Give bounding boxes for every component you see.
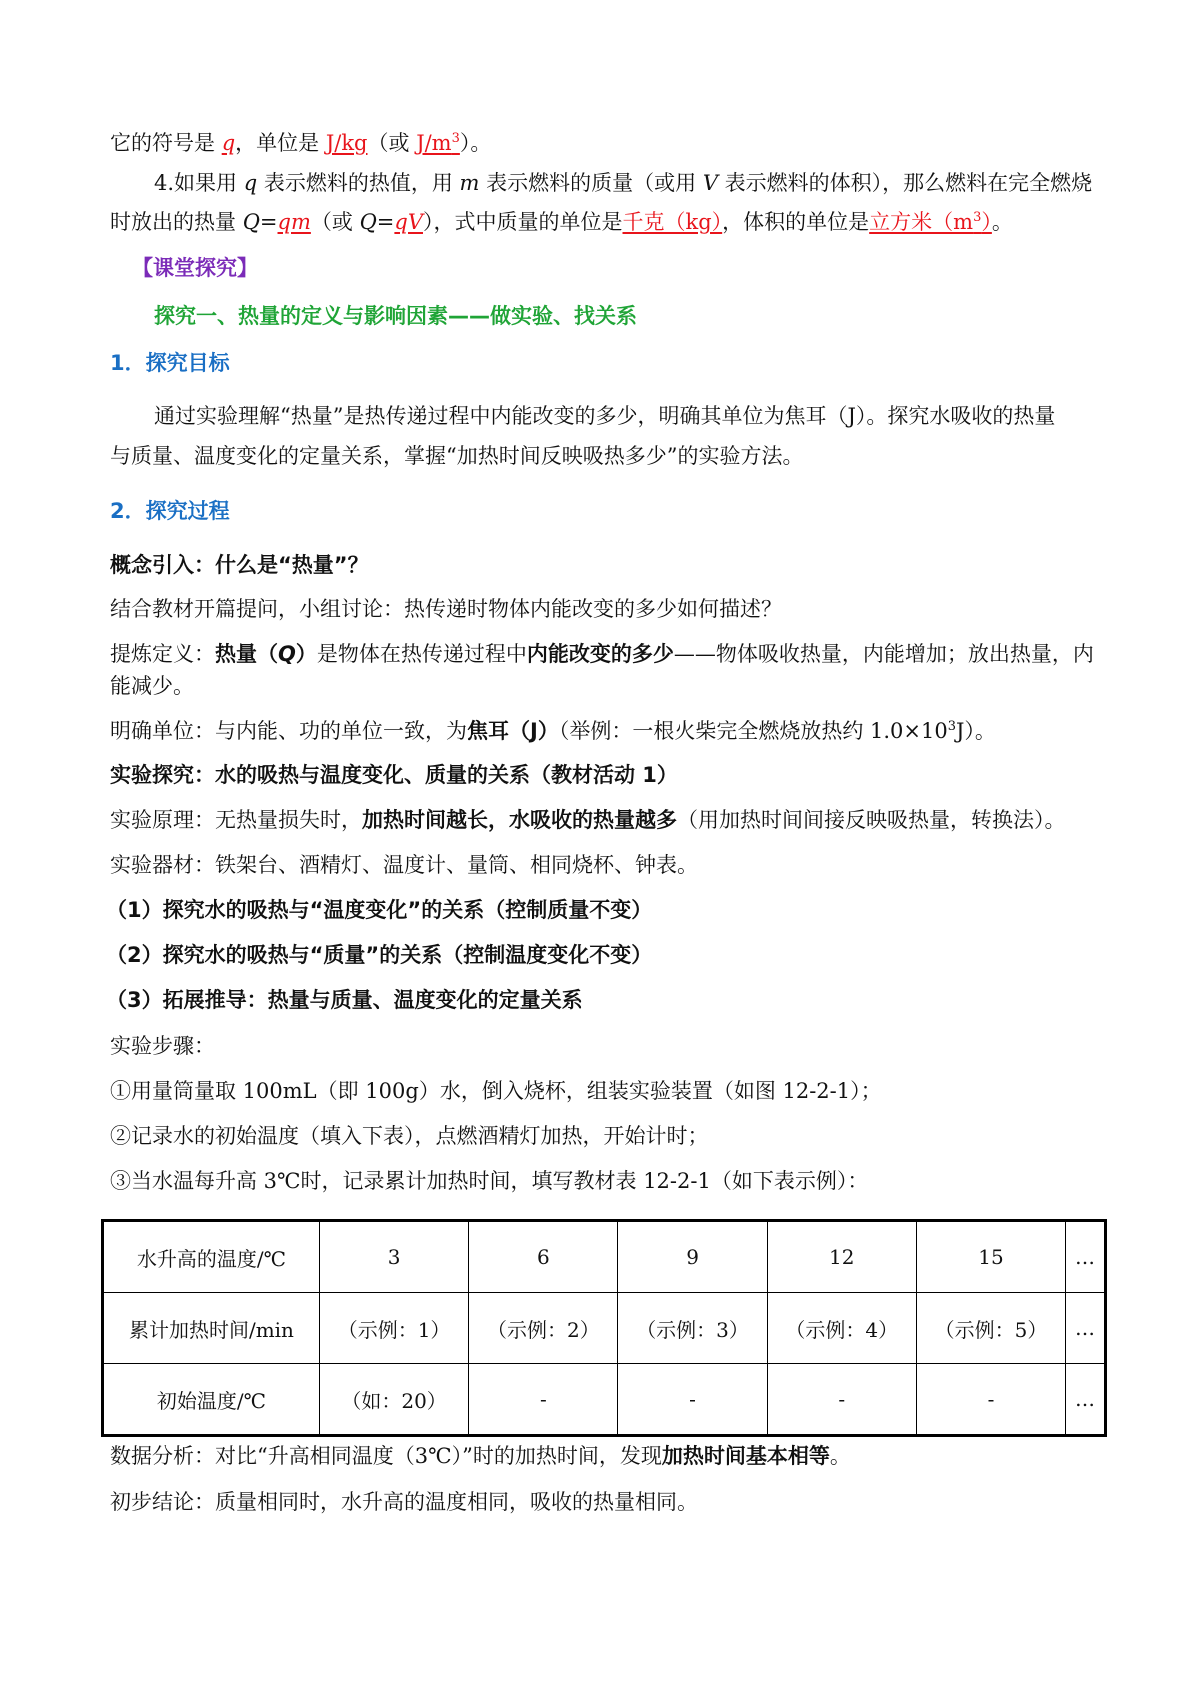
- table-cell: -: [618, 1364, 767, 1436]
- conclusion-line: 初步结论：质量相同时，水升高的温度相同，吸收的热量相同。: [110, 1490, 698, 1514]
- text: 明确单位：与内能、功的单位一致，为: [110, 719, 467, 743]
- unit-text: 立方米（m: [869, 210, 974, 234]
- text: 。: [829, 1444, 851, 1468]
- unit-sup: 3: [973, 210, 982, 225]
- text: 是物体在热传递过程中: [316, 642, 527, 666]
- term-text: 热量（: [215, 642, 278, 666]
- row-header: 累计加热时间/min: [103, 1293, 320, 1364]
- steps-title: 实验步骤：: [110, 1034, 215, 1058]
- term-heat: [215, 642, 317, 666]
- table-cell-ellipsis: …: [1066, 1221, 1106, 1293]
- step-1: ①用量筒量取 100mL（即 100g）水，倒入烧杯，组装实验装置（如图 12-2-1）；: [110, 1079, 882, 1103]
- table-cell: （示例：3）: [618, 1293, 767, 1364]
- text: （或: [310, 210, 360, 234]
- row-header: 水升高的温度/℃: [103, 1221, 320, 1293]
- analysis-line: [110, 1441, 1100, 1471]
- step-3: ③当水温每升高 3℃时，记录累计加热时间，填写教材表 12-2-1（如下表示例）：: [110, 1169, 869, 1193]
- key-phrase: 加热时间越长，水吸收的热量越多: [362, 808, 677, 832]
- table-cell: 3: [319, 1221, 468, 1293]
- text: 提炼定义：: [110, 642, 215, 666]
- table-cell: （示例：5）: [916, 1293, 1065, 1364]
- answer-formula-qv: qV: [394, 210, 423, 234]
- key-phrase: 加热时间基本相等: [661, 1444, 830, 1468]
- text: 。: [991, 210, 1013, 234]
- definition-line-cont: 能减少。: [110, 674, 194, 698]
- table-cell: 12: [767, 1221, 916, 1293]
- explore-one-title: 探究一、热量的定义与影响因素——做实验、找关系: [154, 304, 637, 328]
- unit-text: J/m: [416, 131, 452, 155]
- text: =: [259, 210, 278, 234]
- var-m: m: [459, 171, 480, 195]
- text: ，体积的单位是: [722, 210, 870, 234]
- text: 时放出的热量: [110, 210, 243, 234]
- table-cell: （示例：2）: [469, 1293, 618, 1364]
- table-cell: -: [916, 1364, 1065, 1436]
- table-cell: -: [767, 1364, 916, 1436]
- sub-inquiry-3: （3）拓展推导：热量与质量、温度变化的定量关系: [106, 988, 583, 1012]
- step-2: ②记录水的初始温度（填入下表），点燃酒精灯加热，开始计时；: [110, 1124, 709, 1148]
- answer-unit: J/kg: [325, 131, 368, 155]
- text: 4.如果用: [154, 171, 244, 195]
- unit-sup: 3: [451, 131, 460, 146]
- text: （用加热时间间接反映吸热量，转换法）。: [677, 808, 1066, 832]
- sub-inquiry-2: （2）探究水的吸热与“质量”的关系（控制温度变化不变）: [106, 943, 653, 967]
- row-header: 初始温度/℃: [103, 1364, 320, 1436]
- table-cell: 15: [916, 1221, 1065, 1293]
- text: 表示燃料的质量（或用: [479, 171, 703, 195]
- discussion-line: 结合教材开篇提问，小组讨论：热传递时物体内能改变的多少如何描述？: [110, 597, 782, 621]
- table-row: [103, 1293, 1106, 1364]
- table-cell-ellipsis: …: [1066, 1364, 1106, 1436]
- heading-process: 2．探究过程: [110, 499, 230, 523]
- table-cell-ellipsis: …: [1066, 1293, 1106, 1364]
- section-tag: 【课堂探究】: [132, 256, 258, 280]
- text: ——物体吸收热量，内能增加；放出热量，内: [673, 642, 1094, 666]
- heat-formula-line-1: [154, 168, 1144, 198]
- fuel-symbol-line: [110, 128, 1100, 158]
- table-cell: （示例：4）: [767, 1293, 916, 1364]
- equipment-line: 实验器材：铁架台、酒精灯、温度计、量筒、相同烧杯、钟表。: [110, 853, 698, 877]
- concept-title: 概念引入：什么是“热量”？: [110, 553, 369, 577]
- unit-joule: 焦耳（J）: [467, 719, 559, 743]
- text: 数据分析：对比“升高相同温度（3℃）”时的加热时间，发现: [110, 1444, 662, 1468]
- answer-volume-unit: [869, 210, 992, 234]
- var-v: V: [702, 171, 718, 195]
- text: ），式中质量的单位是: [423, 210, 623, 234]
- data-table: [101, 1219, 1107, 1437]
- var-Q: Q: [242, 210, 260, 234]
- var-Q: Q: [359, 210, 377, 234]
- exponent: 3: [947, 719, 956, 734]
- answer-formula-qm: qm: [277, 210, 311, 234]
- goal-paragraph-line1: 通过实验理解“热量”是热传递过程中内能改变的多少，明确其单位为焦耳（J）。探究水吸收的热量: [154, 404, 1056, 428]
- unit-text: ）: [981, 210, 992, 234]
- experiment-title: 实验探究：水的吸热与温度变化、质量的关系（教材活动 1）: [110, 763, 678, 787]
- text: ，单位是: [235, 131, 326, 155]
- unit-line: [110, 716, 1100, 746]
- text: ）。: [459, 131, 492, 155]
- sub-inquiry-1: （1）探究水的吸热与“温度变化”的关系（控制质量不变）: [106, 898, 653, 922]
- table-cell: （示例：1）: [319, 1293, 468, 1364]
- var-Q: Q: [278, 642, 296, 666]
- table-cell: （如：20）: [319, 1364, 468, 1436]
- text: 实验原理：无热量损失时，: [110, 808, 362, 832]
- table-row: [103, 1364, 1106, 1436]
- text: 它的符号是: [110, 131, 222, 155]
- answer-mass-unit: 千克（kg）: [622, 210, 723, 234]
- text: =: [376, 210, 395, 234]
- text: 表示燃料的体积），那么燃料在完全燃烧: [717, 171, 1093, 195]
- table-cell: 9: [618, 1221, 767, 1293]
- table-cell: 6: [469, 1221, 618, 1293]
- principle-line: [110, 805, 1100, 835]
- table-row: [103, 1221, 1106, 1293]
- text: （或: [367, 131, 417, 155]
- term-text: ）: [295, 642, 317, 666]
- heat-formula-line-2: [110, 207, 1100, 237]
- heading-goal: 1．探究目标: [110, 351, 230, 375]
- text: （举例：一根火柴完全燃烧放热约 1.0×10: [558, 719, 948, 743]
- table-cell: -: [469, 1364, 618, 1436]
- answer-unit-alt: [416, 131, 460, 155]
- definition-line: [110, 639, 1100, 669]
- var-q: q: [243, 171, 258, 195]
- answer-symbol: q: [221, 131, 236, 155]
- text: 表示燃料的热值，用: [257, 171, 460, 195]
- text: J）。: [956, 719, 996, 743]
- key-phrase: 内能改变的多少: [526, 642, 674, 666]
- goal-paragraph-line2: 与质量、温度变化的定量关系，掌握“加热时间反映吸热多少”的实验方法。: [110, 444, 804, 468]
